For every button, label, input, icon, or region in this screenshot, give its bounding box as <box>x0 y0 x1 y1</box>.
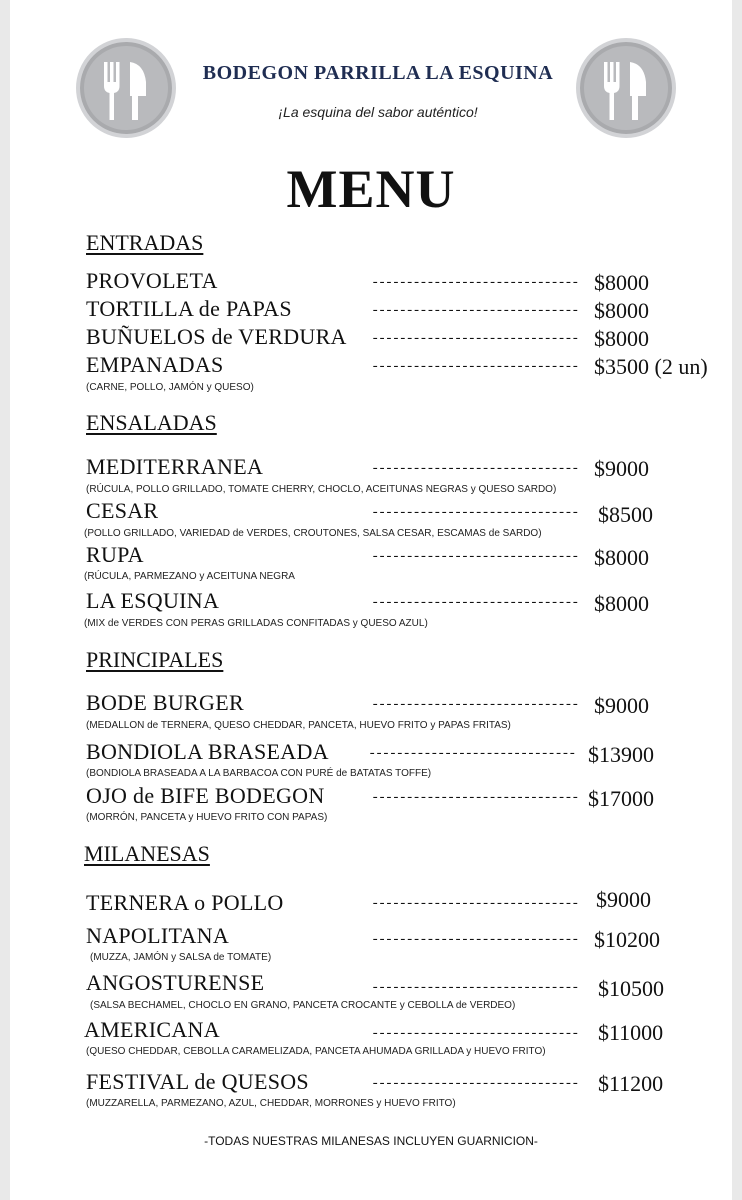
item-price: $8000 <box>594 298 649 323</box>
fork-knife-icon <box>76 38 176 138</box>
item-description: (MIX de VERDES CON PERAS GRILLADAS CONFITADAS y QUESO AZUL) <box>84 618 428 629</box>
fork-knife-icon <box>576 38 676 138</box>
dot-leader: ------------------------------ <box>371 697 579 713</box>
item-name: NAPOLITANA <box>86 923 230 948</box>
menu-page <box>10 0 732 1200</box>
item-description: (POLLO GRILLADO, VARIEDAD de VERDES, CROUTONES, SALSA CESAR, ESCAMAS de SARDO) <box>84 528 542 539</box>
item-price: $8000 <box>594 270 649 295</box>
item-price: $11200 <box>598 1071 664 1096</box>
item-price: $8500 <box>598 502 653 527</box>
dot-leader: ------------------------------ <box>368 746 576 762</box>
section-title-milanesas: MILANESAS <box>84 841 210 866</box>
dot-leader: ------------------------------ <box>371 1076 579 1092</box>
item-description: (SALSA BECHAMEL, CHOCLO EN GRANO, PANCETA CROCANTE y CEBOLLA de VERDEO) <box>90 1000 516 1011</box>
item-description: (MEDALLON de TERNERA, QUESO CHEDDAR, PANCETA, HUEVO FRITO y PAPAS FRITAS) <box>86 720 511 731</box>
dot-leader: ------------------------------ <box>371 331 579 347</box>
item-name: AMERICANA <box>84 1017 220 1042</box>
item-name: MEDITERRANEA <box>86 454 264 479</box>
item-description: (MUZZARELLA, PARMEZANO, AZUL, CHEDDAR, MORRONES y HUEVO FRITO) <box>86 1098 456 1109</box>
dot-leader: ------------------------------ <box>371 1026 579 1042</box>
item-name: PROVOLETA <box>86 268 218 293</box>
item-name: RUPA <box>86 542 144 567</box>
item-description: (RÚCULA, POLLO GRILLADO, TOMATE CHERRY, CHOCLO, ACEITUNAS NEGRAS y QUESO SARDO) <box>86 484 557 495</box>
restaurant-name: BODEGON PARRILLA LA ESQUINA <box>202 62 554 84</box>
section-title-ensaladas: ENSALADAS <box>86 410 217 435</box>
item-description: (CARNE, POLLO, JAMÓN y QUESO) <box>86 382 254 393</box>
item-price: $9000 <box>596 887 651 912</box>
item-price: $8000 <box>594 591 649 616</box>
item-name: TORTILLA de PAPAS <box>86 296 292 321</box>
item-price: $8000 <box>594 326 649 351</box>
dot-leader: ------------------------------ <box>371 549 579 565</box>
item-price: $9000 <box>594 456 649 481</box>
item-description: (BONDIOLA BRASEADA A LA BARBACOA CON PURÉ de BATATAS TOFFE) <box>86 768 432 779</box>
item-name: LA ESQUINA <box>86 588 220 613</box>
item-name: FESTIVAL de QUESOS <box>86 1069 309 1094</box>
item-name: CESAR <box>86 498 159 523</box>
item-description: (MORRÓN, PANCETA y HUEVO FRITO CON PAPAS) <box>86 812 328 823</box>
item-name: BUÑUELOS de VERDURA <box>86 324 347 349</box>
item-name: EMPANADAS <box>86 352 224 377</box>
item-price: $8000 <box>594 545 649 570</box>
dot-leader: ------------------------------ <box>371 896 579 912</box>
item-price: $10500 <box>598 976 664 1001</box>
page-title: MENU <box>286 159 456 219</box>
item-name: BONDIOLA BRASEADA <box>86 739 329 764</box>
section-title-principales: PRINCIPALES <box>86 647 224 672</box>
item-description: (QUESO CHEDDAR, CEBOLLA CARAMELIZADA, PANCETA AHUMADA GRILLADA y HUEVO FRITO) <box>86 1046 546 1057</box>
dot-leader: ------------------------------ <box>371 980 579 996</box>
tagline: ¡La esquina del sabor auténtico! <box>278 104 478 120</box>
dot-leader: ------------------------------ <box>371 359 579 375</box>
section-title-entradas: ENTRADAS <box>86 230 204 255</box>
dot-leader: ------------------------------ <box>371 303 579 319</box>
item-name: BODE BURGER <box>86 690 244 715</box>
item-description: (RÚCULA, PARMEZANO y ACEITUNA NEGRA <box>84 571 295 582</box>
item-name: OJO de BIFE BODEGON <box>86 783 325 808</box>
item-price: $17000 <box>588 786 654 811</box>
dot-leader: ------------------------------ <box>371 275 579 291</box>
dot-leader: ------------------------------ <box>371 505 579 521</box>
item-price: $11000 <box>598 1020 664 1045</box>
item-price: $3500 (2 un) <box>594 354 708 379</box>
item-description: (MUZZA, JAMÓN y SALSA de TOMATE) <box>90 952 272 963</box>
item-price: $9000 <box>594 693 649 718</box>
item-price: $10200 <box>594 927 660 952</box>
dot-leader: ------------------------------ <box>371 932 579 948</box>
item-name: TERNERA o POLLO <box>86 890 284 915</box>
dot-leader: ------------------------------ <box>371 595 579 611</box>
dot-leader: ------------------------------ <box>371 461 579 477</box>
item-name: ANGOSTURENSE <box>86 970 265 995</box>
dot-leader: ------------------------------ <box>371 790 579 806</box>
footer-note: -TODAS NUESTRAS MILANESAS INCLUYEN GUARNICION- <box>204 1134 538 1148</box>
item-price: $13900 <box>588 742 654 767</box>
